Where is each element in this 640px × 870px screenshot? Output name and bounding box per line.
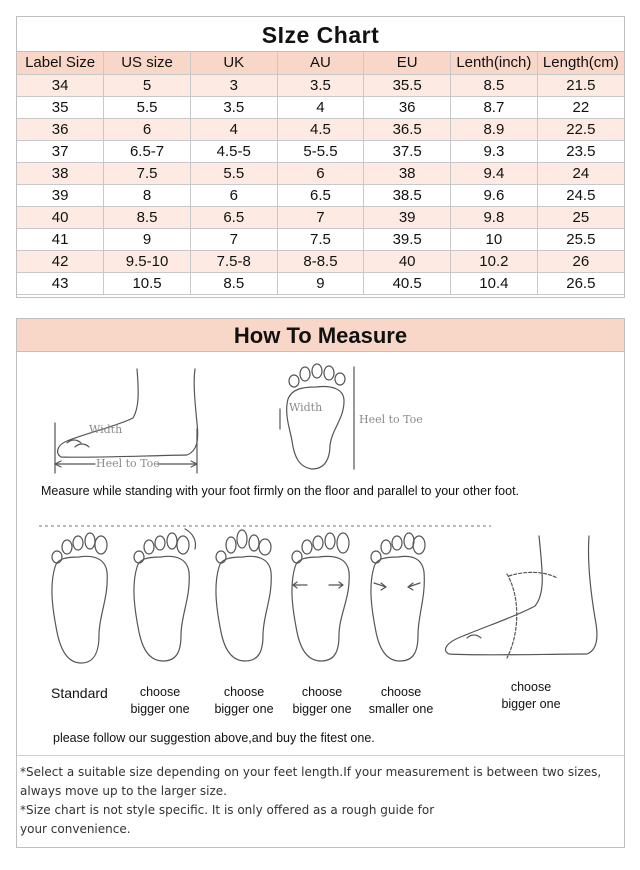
cell-uk: 6	[190, 185, 277, 207]
choice-3-line2: bigger one	[292, 702, 352, 716]
foot-side-choice-illustration	[427, 534, 607, 664]
foot-choice-1-illustration	[125, 523, 205, 663]
col-header-length-inch: Lenth(inch)	[451, 52, 538, 75]
choice-2-caption	[207, 684, 281, 718]
cell-eu: 36	[364, 97, 451, 119]
side-width-label: Width	[89, 423, 123, 436]
size-chart	[16, 16, 625, 298]
size-table-header-row	[17, 52, 624, 75]
choice-1-line2: bigger one	[130, 702, 190, 716]
cell-length-cm: 24	[537, 163, 624, 185]
table-row	[17, 75, 624, 97]
col-header-au: AU	[277, 52, 364, 75]
cell-us-size: 8.5	[104, 207, 191, 229]
cell-uk: 6.5	[190, 207, 277, 229]
cell-length-inch: 9.3	[451, 141, 538, 163]
cell-length-inch: 10	[451, 229, 538, 251]
cell-us-size: 6	[104, 119, 191, 141]
choice-3-line1: choose	[301, 685, 343, 699]
cell-us-size: 5.5	[104, 97, 191, 119]
size-chart-title: SIze Chart	[17, 17, 624, 52]
cell-length-inch: 10.4	[451, 273, 538, 295]
cell-uk: 7	[190, 229, 277, 251]
cell-eu: 36.5	[364, 119, 451, 141]
col-header-length-cm: Length(cm)	[537, 52, 624, 75]
cell-length-cm: 25.5	[537, 229, 624, 251]
choice-1-line1: choose	[139, 685, 181, 699]
note-line-3: *Size chart is not style specific. It is only offered as a rough guide for	[20, 803, 435, 817]
note-line-2: always move up to the larger size.	[20, 784, 227, 798]
choice-5-line2: bigger one	[501, 697, 561, 711]
suggestion-text: please follow our suggestion above,and buy the fitest one.	[53, 731, 375, 745]
choice-2-line2: bigger one	[214, 702, 274, 716]
cell-length-inch: 9.6	[451, 185, 538, 207]
measure-instruction: Measure while standing with your foot firmly on the floor and parallel to your other foot.	[41, 484, 520, 498]
cell-us-size: 10.5	[104, 273, 191, 295]
note-line-1: *Select a suitable size depending on your feet length.If your measurement is between two sizes,	[20, 765, 602, 779]
cell-length-cm: 26	[537, 251, 624, 273]
cell-uk: 4	[190, 119, 277, 141]
cell-us-size: 6.5-7	[104, 141, 191, 163]
cell-au: 7	[277, 207, 364, 229]
foot-standard-illustration	[43, 527, 113, 667]
cell-uk: 5.5	[190, 163, 277, 185]
cell-au: 4	[277, 97, 364, 119]
col-header-label-size: Label Size	[17, 52, 104, 75]
cell-uk: 7.5-8	[190, 251, 277, 273]
cell-eu: 35.5	[364, 75, 451, 97]
size-table-body	[17, 75, 624, 295]
cell-length-inch: 8.7	[451, 97, 538, 119]
cell-us-size: 9.5-10	[104, 251, 191, 273]
table-row	[17, 141, 624, 163]
cell-eu: 40	[364, 251, 451, 273]
cell-label-size: 41	[17, 229, 104, 251]
cell-length-cm: 22	[537, 97, 624, 119]
cell-label-size: 37	[17, 141, 104, 163]
cell-length-inch: 8.5	[451, 75, 538, 97]
cell-length-cm: 26.5	[537, 273, 624, 295]
side-heel-to-toe-label: Heel to Toe	[96, 457, 160, 470]
note-line-4: your convenience.	[20, 822, 131, 836]
cell-au: 5-5.5	[277, 141, 364, 163]
col-header-us-size: US size	[104, 52, 191, 75]
table-row	[17, 185, 624, 207]
cell-au: 3.5	[277, 75, 364, 97]
cell-au: 6	[277, 163, 364, 185]
cell-label-size: 36	[17, 119, 104, 141]
choice-3-caption	[285, 684, 359, 718]
cell-uk: 4.5-5	[190, 141, 277, 163]
choice-4-line2: smaller one	[368, 702, 434, 716]
foot-choice-2-illustration	[207, 523, 279, 663]
cell-au: 6.5	[277, 185, 364, 207]
cell-us-size: 8	[104, 185, 191, 207]
cell-length-cm: 21.5	[537, 75, 624, 97]
col-header-eu: EU	[364, 52, 451, 75]
cell-eu: 40.5	[364, 273, 451, 295]
cell-us-size: 9	[104, 229, 191, 251]
cell-us-size: 5	[104, 75, 191, 97]
notes-divider	[17, 755, 624, 756]
cell-au: 9	[277, 273, 364, 295]
cell-length-inch: 9.8	[451, 207, 538, 229]
cell-length-cm: 22.5	[537, 119, 624, 141]
choice-4-caption	[361, 684, 441, 718]
cell-eu: 39	[364, 207, 451, 229]
cell-us-size: 7.5	[104, 163, 191, 185]
standard-label: Standard	[51, 685, 108, 701]
cell-length-cm: 24.5	[537, 185, 624, 207]
cell-length-inch: 8.9	[451, 119, 538, 141]
foot-choice-4-illustration	[362, 523, 434, 663]
choice-2-line1: choose	[223, 685, 265, 699]
table-row	[17, 207, 624, 229]
top-view-foot-illustration	[272, 359, 362, 474]
cell-eu: 37.5	[364, 141, 451, 163]
cell-label-size: 40	[17, 207, 104, 229]
table-row	[17, 273, 624, 295]
size-table	[17, 52, 624, 295]
choice-4-line1: choose	[380, 685, 422, 699]
cell-length-inch: 9.4	[451, 163, 538, 185]
choice-5-line1: choose	[510, 680, 552, 694]
how-to-measure-title: How To Measure	[17, 319, 624, 352]
cell-eu: 38	[364, 163, 451, 185]
cell-label-size: 35	[17, 97, 104, 119]
cell-au: 4.5	[277, 119, 364, 141]
cell-length-cm: 23.5	[537, 141, 624, 163]
col-header-uk: UK	[190, 52, 277, 75]
how-to-measure-section	[16, 318, 625, 848]
top-heel-to-toe-label: Heel to Toe	[359, 413, 423, 426]
table-row	[17, 119, 624, 141]
cell-eu: 38.5	[364, 185, 451, 207]
cell-label-size: 42	[17, 251, 104, 273]
cell-label-size: 34	[17, 75, 104, 97]
cell-uk: 3.5	[190, 97, 277, 119]
choice-5-caption	[491, 679, 571, 713]
cell-label-size: 43	[17, 273, 104, 295]
table-row	[17, 163, 624, 185]
cell-eu: 39.5	[364, 229, 451, 251]
table-row	[17, 229, 624, 251]
choice-1-caption	[123, 684, 197, 718]
cell-length-cm: 25	[537, 207, 624, 229]
cell-uk: 3	[190, 75, 277, 97]
cell-au: 8-8.5	[277, 251, 364, 273]
table-row	[17, 251, 624, 273]
cell-label-size: 39	[17, 185, 104, 207]
cell-au: 7.5	[277, 229, 364, 251]
table-row	[17, 97, 624, 119]
foot-choice-3-illustration	[285, 523, 357, 663]
cell-label-size: 38	[17, 163, 104, 185]
cell-uk: 8.5	[190, 273, 277, 295]
cell-length-inch: 10.2	[451, 251, 538, 273]
top-width-label: Width	[289, 401, 323, 414]
